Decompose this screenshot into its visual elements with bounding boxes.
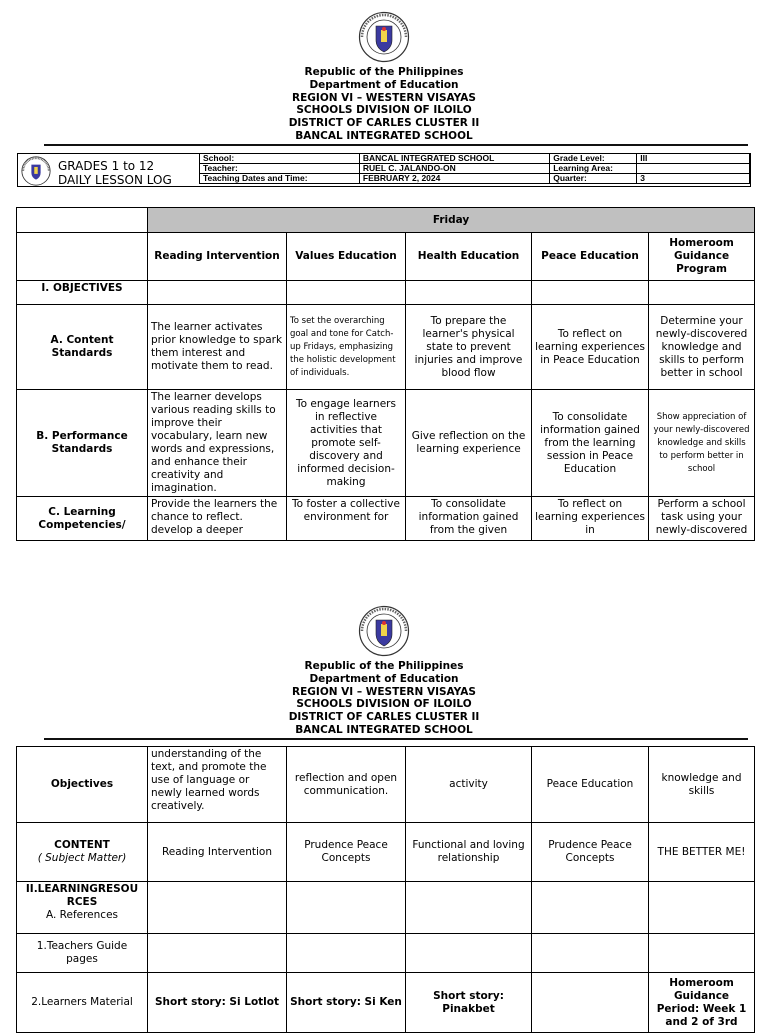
lesson-log-title	[58, 159, 172, 187]
table-cell: To reflect on learning experiences in Peace Education	[532, 305, 649, 390]
blank-cell	[17, 208, 148, 233]
grade-level-value: III	[637, 154, 750, 164]
table-cell: To consolidate information gained from the given	[406, 497, 532, 541]
table-cell: Functional and loving relationship	[406, 823, 532, 882]
blank-cell	[532, 934, 649, 973]
table-cell: Prudence Peace Concepts	[287, 823, 406, 882]
content-label	[17, 823, 148, 882]
content-title: CONTENT	[54, 839, 110, 851]
table-cell: reflection and open communication.	[287, 747, 406, 823]
table-cell: To reflect on learning experiences in	[532, 497, 649, 541]
content-standards-label: A. Content Standards	[17, 305, 148, 390]
table-cell: knowledge and skills	[649, 747, 755, 823]
learning-resources-label	[17, 882, 148, 934]
grade-level-label: Grade Level:	[550, 154, 637, 164]
header-line: Department of Education	[309, 78, 459, 91]
table-cell: Peace Education	[532, 747, 649, 823]
table-cell: Homeroom Guidance Period: Week 1 and 2 of 3rd	[649, 973, 755, 1033]
blank-cell	[287, 882, 406, 934]
table-cell: THE BETTER ME!	[649, 823, 755, 882]
table-cell: To foster a collective environment for	[287, 497, 406, 541]
table-cell: To set the overarching goal and tone for Catch-up Fridays, emphasizing the holistic development of individuals.	[287, 305, 406, 390]
teacher-label: Teacher:	[200, 164, 360, 174]
teaching-dates-value: FEBRUARY 2, 2024	[359, 174, 549, 184]
header-line: DISTRICT OF CARLES CLUSTER II	[288, 711, 480, 724]
learners-material-label: 2.Learners Material	[17, 973, 148, 1033]
blank-cell	[406, 882, 532, 934]
table-cell: Show appreciation of your newly-discovered knowledge and skills to perform better in school	[649, 390, 755, 497]
header-line: Republic of the Philippines	[304, 66, 464, 78]
table-cell: Reading Intervention	[148, 823, 287, 882]
table-cell: To prepare the learner's physical state to prevent injuries and improve blood flow	[406, 305, 532, 390]
blank-cell	[406, 934, 532, 973]
header-divider	[44, 144, 748, 146]
header-line: Department of Education	[309, 672, 459, 685]
school-info-table	[199, 153, 750, 184]
blank-cell	[287, 281, 406, 305]
table-cell: Give reflection on the learning experience	[406, 390, 532, 497]
references-label: A. References	[45, 909, 119, 921]
lesson-log-info-box	[17, 153, 751, 187]
table-cell: Short story: Si Ken	[287, 973, 406, 1033]
table-cell: Provide the learners the chance to reflect. develop a deeper	[148, 497, 287, 541]
column-header: Health Education	[406, 233, 532, 281]
learning-competencies-label: C. Learning Competencies/	[17, 497, 148, 541]
column-header: Values Education	[287, 233, 406, 281]
blank-cell	[148, 882, 287, 934]
blank-cell	[287, 934, 406, 973]
header-line: DISTRICT OF CARLES CLUSTER II	[288, 117, 480, 130]
deped-seal-logo	[358, 605, 410, 657]
objectives-section-label: I. OBJECTIVES	[17, 281, 148, 305]
lesson-plan-table-page2	[16, 746, 755, 1033]
learning-area-value	[637, 164, 750, 174]
table-cell: understanding of the text, and promote the use of language or newly learned words creatively.	[148, 747, 287, 823]
header-line: REGION VI – WESTERN VISAYAS	[292, 91, 476, 104]
table-cell: activity	[406, 747, 532, 823]
table-cell: The learner develops various reading skills to improve their vocabulary, learn new words and expressions, and enhance their creativity and imagination.	[148, 390, 287, 497]
daily-lesson-log-label: DAILY LESSON LOG	[58, 173, 172, 187]
lesson-plan-table-page1	[16, 207, 755, 541]
deped-seal-logo-small	[21, 156, 51, 186]
blank-cell	[532, 882, 649, 934]
table-cell: Short story: Si Lotlot	[148, 973, 287, 1033]
performance-standards-label: B. Performance Standards	[17, 390, 148, 497]
quarter-value: 3	[637, 174, 750, 184]
table-cell: Determine your newly-discovered knowledge and skills to perform better in school	[649, 305, 755, 390]
header-line: SCHOOLS DIVISION OF ILOILO	[296, 104, 472, 117]
learning-area-label: Learning Area:	[550, 164, 637, 174]
blank-cell	[148, 934, 287, 973]
day-header: Friday	[148, 208, 755, 233]
header-line: BANCAL INTEGRATED SCHOOL	[295, 129, 473, 142]
table-cell: The learner activates prior knowledge to spark them interest and motivate them to read.	[148, 305, 287, 390]
blank-cell	[532, 281, 649, 305]
column-header: Reading Intervention	[148, 233, 287, 281]
blank-cell	[406, 281, 532, 305]
teacher-value: RUEL C. JALANDO-ON	[359, 164, 549, 174]
header-divider	[44, 738, 748, 740]
header-line: Republic of the Philippines	[304, 660, 464, 672]
table-cell: Short story: Pinakbet	[406, 973, 532, 1033]
teachers-guide-label: 1.Teachers Guide pages	[17, 934, 148, 973]
blank-cell	[649, 281, 755, 305]
table-cell: Prudence Peace Concepts	[532, 823, 649, 882]
quarter-label: Quarter:	[550, 174, 637, 184]
blank-cell	[649, 882, 755, 934]
subject-matter-label: ( Subject Matter)	[37, 852, 127, 864]
document-header	[0, 66, 768, 143]
school-value: BANCAL INTEGRATED SCHOOL	[359, 154, 549, 164]
table-cell: Perform a school task using your newly-discovered	[649, 497, 755, 541]
teaching-dates-label: Teaching Dates and Time:	[200, 174, 360, 184]
table-cell: To consolidate information gained from the learning session in Peace Education	[532, 390, 649, 497]
header-line: SCHOOLS DIVISION OF ILOILO	[296, 698, 472, 711]
header-line: REGION VI – WESTERN VISAYAS	[292, 685, 476, 698]
objectives-label: Objectives	[17, 747, 148, 823]
grades-label: GRADES 1 to 12	[58, 159, 155, 173]
document-header	[0, 660, 768, 737]
column-header: Homeroom Guidance Program	[649, 233, 755, 281]
column-header: Peace Education	[532, 233, 649, 281]
school-label: School:	[200, 154, 360, 164]
blank-cell	[148, 281, 287, 305]
learning-resources-title: II.LEARNINGRESOU RCES	[25, 883, 139, 908]
deped-seal-logo	[358, 11, 410, 63]
blank-cell	[649, 934, 755, 973]
table-cell: To engage learners in reflective activities that promote self-discovery and informed decision-making	[287, 390, 406, 497]
header-line: BANCAL INTEGRATED SCHOOL	[295, 723, 473, 736]
blank-cell	[17, 233, 148, 281]
